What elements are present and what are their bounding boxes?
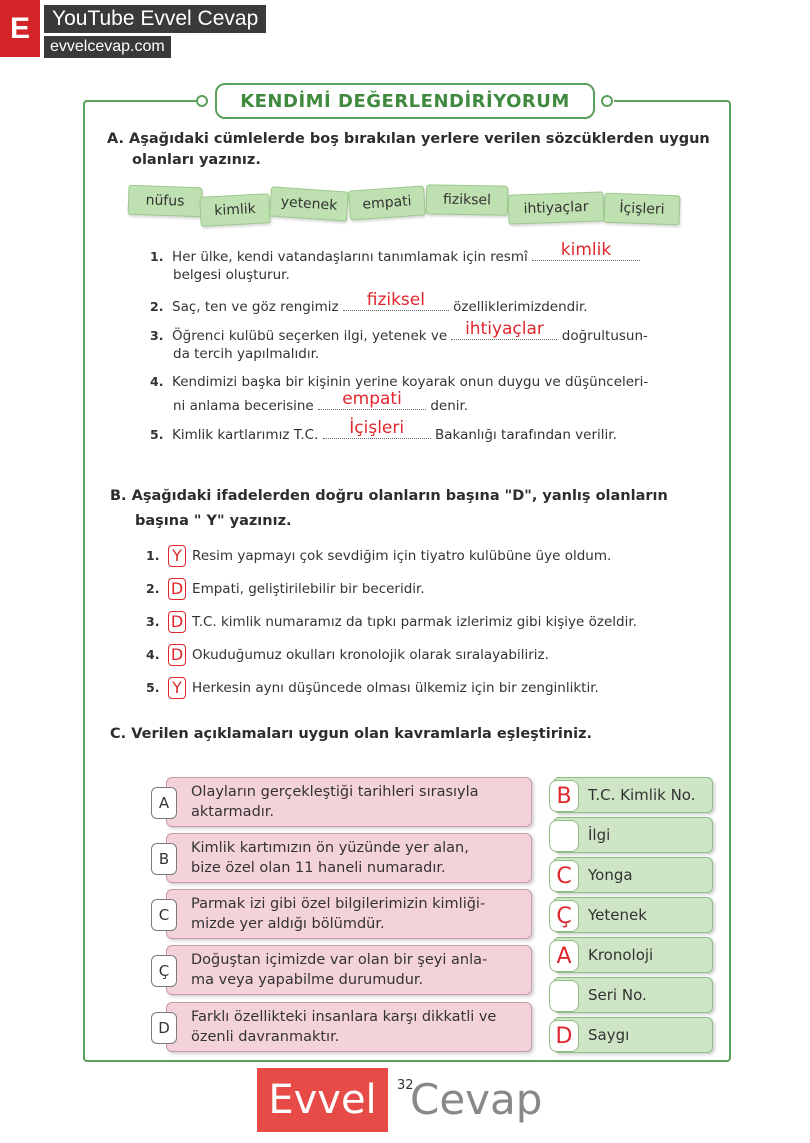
answer-blank [318,391,426,410]
title-left-circle [196,95,208,107]
item-text-after: özelliklerimizdendir. [453,299,588,315]
fill-item-1-line2: belgesi oluşturur. [173,267,290,283]
description-card-b [166,833,532,883]
description-letter: D [151,1012,177,1044]
brand-site-link[interactable]: evvelcevap.com [44,36,171,58]
description-text: Farklı özellikteki insanlara karşı dikkatli ve özenli davranmaktır. [191,1009,497,1045]
answer-box[interactable]: D [168,611,186,633]
description-letter: B [151,843,177,875]
answer-text: empati [342,389,402,409]
item-number: 1. [146,548,160,563]
fill-item-4-line2 [173,391,468,418]
item-number: 2. [146,581,160,596]
match-answer-slot[interactable]: C [549,860,579,892]
item-text-after: Bakanlığı tarafından verilir. [434,427,617,443]
page-number: 32 [397,1078,414,1093]
answer-blank [323,420,431,439]
description-text: Kimlik kartımızın ön yüzünde yer alan, bize özel olan 11 haneli numaradır. [191,840,469,876]
description-letter: C [151,899,177,931]
fill-item-5 [150,420,617,447]
word-chip: kimlik [199,193,270,227]
item-text: Herkesin aynı düşüncede olması ülkemiz için bir zenginliktir. [192,680,599,696]
match-answer-slot[interactable]: B [549,780,579,812]
item-text: Saç, ten ve göz rengimiz [172,299,339,315]
item-text: ni anlama becerisine [173,398,314,414]
concept-label: Saygı [588,1026,630,1044]
fill-item-3-line2: da tercih yapılmalıdır. [173,346,320,362]
answer-box[interactable]: D [168,578,186,600]
description-text: Olayların gerçekleştiği tarihleri sırasıyla aktarmadır. [191,784,479,820]
concept-label: Seri No. [588,986,647,1004]
concept-label: T.C. Kimlik No. [588,786,696,804]
description-text: Doğuştan içimizde var olan bir şeyi anla- ma veya yapabilme durumudur. [191,952,488,988]
item-text-after: doğrultusun- [561,328,648,344]
concept-label: İlgi [588,826,611,844]
part-a-heading-line2: olanları yazınız. [132,152,261,168]
item-number: 1. [150,249,164,264]
item-text-after: denir. [430,398,469,414]
description-card-cc [166,945,532,995]
answer-text: kimlik [560,240,612,260]
word-chip: yetenek [269,186,349,221]
match-answer-slot[interactable]: Ç [549,900,579,932]
tf-item-4 [146,643,549,667]
item-text: Her ülke, kendi vatandaşlarını tanımlamak için resmî [172,249,528,265]
part-b-heading-line2: başına " Y" yazınız. [135,513,292,529]
tf-item-1 [146,544,611,568]
section-title: KENDİMİ DEĞERLENDİRİYORUM [215,83,595,119]
word-chip: ihtiyaçlar [508,191,605,224]
concept-label: Kronoloji [588,946,654,964]
description-text: Parmak izi gibi özel bilgilerimizin kimliği- mizde yer aldığı bölümdür. [191,896,486,932]
brand-title[interactable]: YouTube Evvel Cevap [44,5,266,33]
match-answer-slot[interactable]: D [549,1020,579,1052]
match-answer-slot[interactable] [549,820,579,852]
item-text: Empati, geliştirilebilir bir beceridir. [192,581,425,597]
item-number: 5. [150,427,164,442]
item-text: Kendimizi başka bir kişinin yerine koyarak onun duygu ve düşünceleri- [172,374,649,390]
brand-logo-letter: E [0,0,40,57]
item-number: 2. [150,299,164,314]
description-letter: Ç [151,955,177,987]
item-text: T.C. kimlik numaramız da tıpkı parmak izlerimiz gibi kişiye özeldir. [192,614,637,630]
answer-text: fiziksel [366,290,425,310]
match-answer-slot[interactable]: A [549,940,579,972]
item-number: 5. [146,680,160,695]
tf-item-5 [146,676,599,700]
item-number: 3. [146,614,160,629]
fill-item-2 [150,292,588,319]
description-card-a [166,777,532,827]
description-card-d [166,1002,532,1052]
answer-blank [343,292,449,311]
footer-logo-cevap: Cevap [410,1075,543,1124]
part-c-heading: C. Verilen açıklamaları uygun olan kavramlarla eşleştiriniz. [110,726,593,742]
answer-text: İçişleri [349,418,405,438]
concept-label: Yetenek [588,906,647,924]
item-text: Kimlik kartlarımız T.C. [172,427,319,443]
answer-text: ihtiyaçlar [465,319,544,339]
concept-label: Yonga [588,866,633,884]
answer-blank [451,321,557,340]
item-text: Okuduğumuz okulları kronolojik olarak sıralayabiliriz. [192,647,549,663]
description-letter: A [151,787,177,819]
word-chip: İçişleri [603,193,680,226]
answer-box[interactable]: Y [168,677,186,699]
answer-box[interactable]: Y [168,545,186,567]
word-chip: empati [348,185,426,220]
footer-logo-evvel: Evvel [257,1068,388,1132]
word-chip: fiziksel [426,184,509,215]
item-text: Öğrenci kulübü seçerken ilgi, yetenek ve [172,328,448,344]
answer-blank [532,242,640,261]
title-right-circle [601,95,613,107]
part-b-heading-line1: B. Aşağıdaki ifadelerden doğru olanların başına "D", yanlış olanların [110,488,668,504]
word-chip: nüfus [127,185,202,218]
match-answer-slot[interactable] [549,980,579,1012]
item-text: Resim yapmayı çok sevdiğim için tiyatro kulübüne üye oldum. [192,548,612,564]
tf-item-2 [146,577,425,601]
item-number: 4. [150,374,164,389]
item-number: 4. [146,647,160,662]
part-a-heading-line1: A. Aşağıdaki cümlelerde boş bırakılan yerlere verilen sözcüklerden uygun [107,131,710,147]
tf-item-3 [146,610,637,634]
answer-box[interactable]: D [168,644,186,666]
item-number: 3. [150,328,164,343]
description-card-c [166,889,532,939]
